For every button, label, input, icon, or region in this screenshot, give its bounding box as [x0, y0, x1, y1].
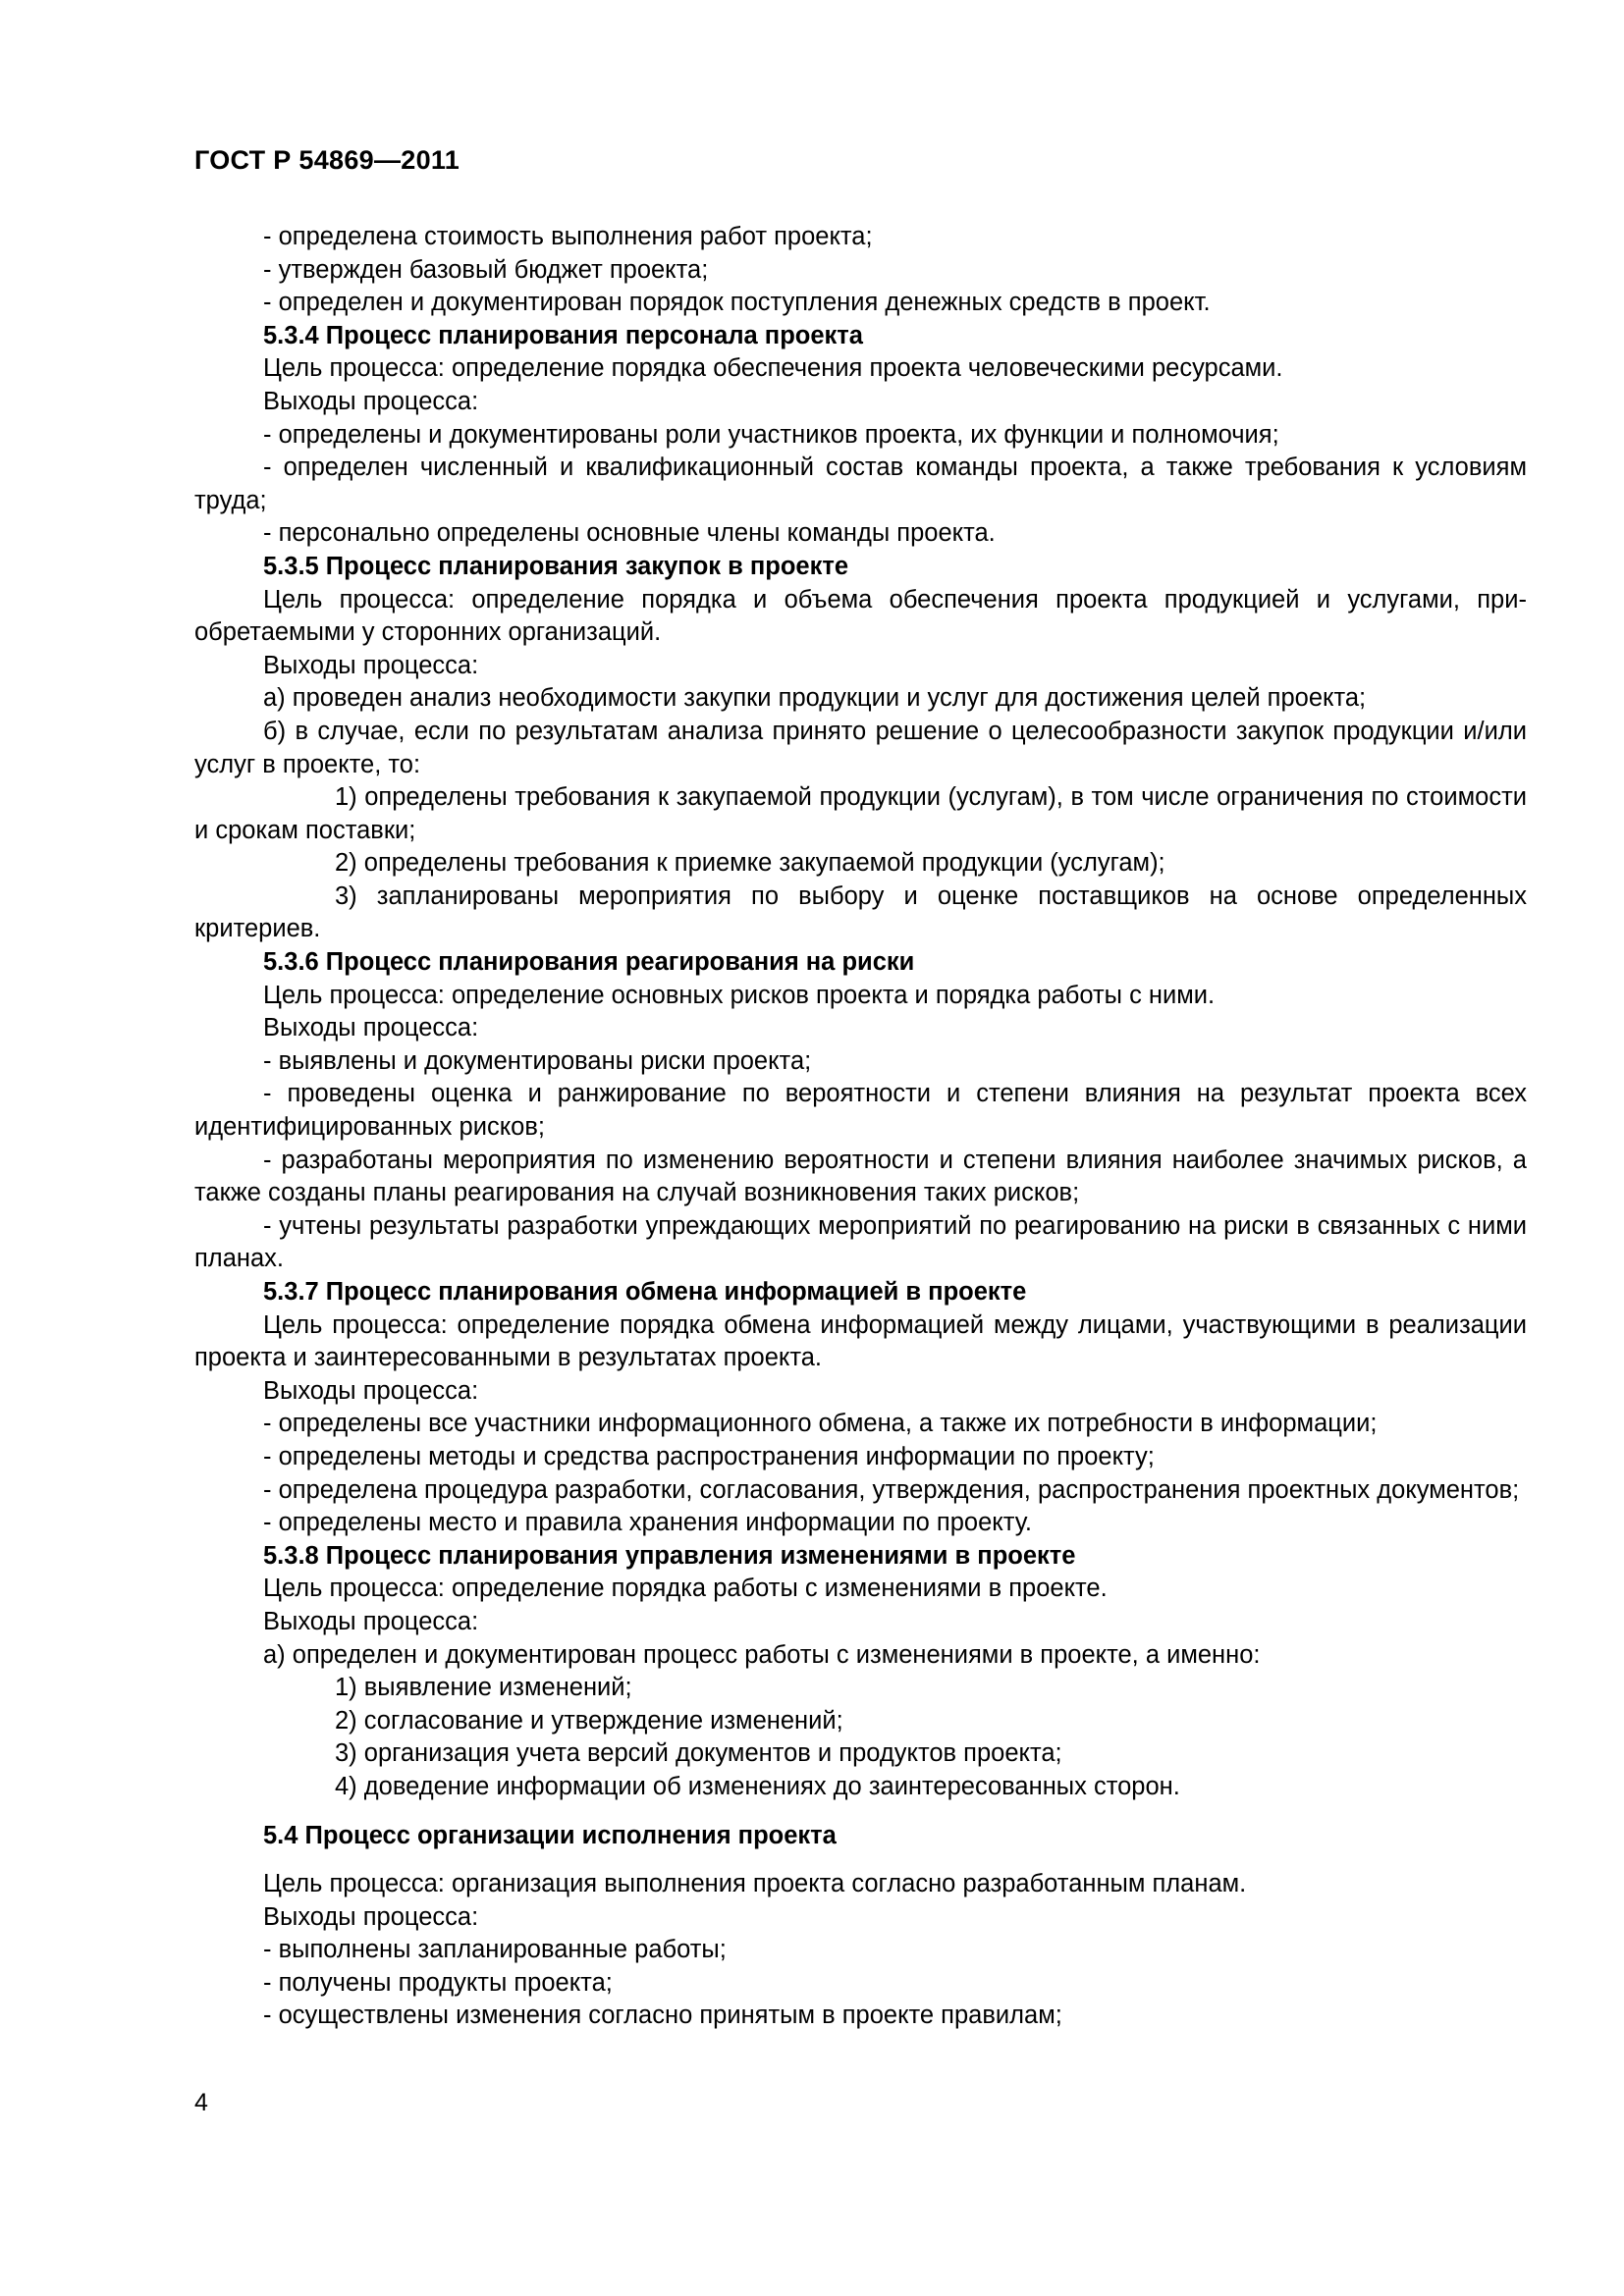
- paragraph: - определена процедура разработки, согласования, утверждения, распространения проектных документов;: [263, 1475, 1520, 1504]
- paragraph: Выходы процесса:: [263, 1607, 479, 1635]
- paragraph: - персонально определены основные члены команды проекта.: [263, 519, 996, 548]
- section-heading: 5.3.8 Процесс планирования управления изменениями в проекте: [263, 1541, 1076, 1570]
- paragraph: - определен численный и квалификационный состав команды проекта, а также требования к условиям труда;: [194, 454, 1527, 514]
- sub-item: 3) запланированы мероприятия по выбору и оценке поставщиков на основе определенных критериев.: [194, 881, 1527, 943]
- paragraph: Выходы процесса:: [263, 1014, 479, 1042]
- paragraph: - учтены результаты разработки упреждающих мероприятий по реагированию на риски в связанных с ними планах.: [194, 1211, 1527, 1273]
- paragraph: - определены место и правила хранения информации по проекту.: [263, 1509, 1032, 1537]
- section-heading: 5.3.4 Процесс планирования персонала проекта: [263, 321, 863, 349]
- paragraph: - определены и документированы роли участников проекта, их функции и полномочия;: [263, 420, 1279, 449]
- page-number: 4: [194, 2089, 208, 2116]
- paragraph: - осуществлены изменения согласно принятым в проекте правилам;: [263, 2002, 1062, 2030]
- paragraph: Цель процесса: определение порядка работы с изменениями в проекте.: [263, 1575, 1108, 1603]
- paragraph: Выходы процесса:: [263, 387, 479, 415]
- section-heading: 5.3.6 Процесс планирования реагирования на риски: [263, 948, 915, 977]
- sub-item: 1) определены требования к закупаемой продукции (услугам), в том числе ограничения по стоимости и срокам поставки;: [194, 783, 1527, 844]
- paragraph: - выявлены и документированы риски проекта;: [263, 1046, 812, 1075]
- paragraph: Выходы процесса:: [263, 651, 479, 679]
- section-heading: 5.4 Процесс организации исполнения проекта: [263, 1821, 837, 1849]
- section-heading: 5.3.5 Процесс планирования закупок в проекте: [263, 552, 849, 580]
- sub-item: 2) согласование и утверждение изменений;: [335, 1706, 843, 1735]
- paragraph: а) определен и документирован процесс работы с изменениями в проекте, а именно:: [263, 1640, 1261, 1669]
- paragraph: - проведены оценка и ранжирование по вероятности и степени влияния на результат проекта всех идентифицированных рисков;: [194, 1080, 1527, 1142]
- section-heading: 5.3.7 Процесс планирования обмена информацией в проекте: [263, 1278, 1027, 1306]
- paragraph: Цель процесса: определение порядка обмена информацией между лицами, участвующими в реализации проекта и заинтересованными в результатах проекта.: [194, 1310, 1527, 1372]
- paragraph: Выходы процесса:: [263, 1902, 479, 1931]
- paragraph: Цель процесса: определение порядка и объема обеспечения проекта продукцией и услугами, приобретаемыми у сторонних организаций.: [194, 585, 1527, 647]
- paragraph: - определены методы и средства распространения информации по проекту;: [263, 1442, 1155, 1470]
- sub-item: 2) определены требования к приемке закупаемой продукции (услугам);: [335, 849, 1165, 878]
- paragraph: Выходы процесса:: [263, 1376, 479, 1405]
- sub-item: 3) организация учета версий документов и продуктов проекта;: [335, 1739, 1062, 1768]
- paragraph: - разработаны мероприятия по изменению вероятности и степени влияния наиболее значимых рисков, а также созданы планы реагирования на случай возникновения таких рисков;: [194, 1146, 1527, 1207]
- paragraph: а) проведен анализ необходимости закупки продукции и услуг для достижения целей проекта;: [263, 684, 1367, 713]
- sub-item: 4) доведение информации об изменениях до заинтересованных сторон.: [335, 1772, 1180, 1800]
- paragraph: Цель процесса: определение основных рисков проекта и порядка работы с ними.: [263, 981, 1216, 1009]
- paragraph: Цель процесса: организация выполнения проекта согласно разработанным планам.: [263, 1870, 1247, 1898]
- paragraph: - получены продукты проекта;: [263, 1968, 613, 1997]
- paragraph: - определен и документирован порядок поступления денежных средств в проект.: [263, 289, 1211, 317]
- document-header: ГОСТ Р 54869—2011: [194, 145, 460, 175]
- paragraph: - утвержден базовый бюджет проекта;: [263, 255, 709, 284]
- paragraph: - выполнены запланированные работы;: [263, 1936, 727, 1964]
- paragraph: б) в случае, если по результатам анализа принято решение о целесообразности закупок продукции и/или услуг в проекте, то:: [194, 717, 1527, 778]
- paragraph: Цель процесса: определение порядка обеспечения проекта человеческими ресурсами.: [263, 354, 1283, 383]
- paragraph: - определена стоимость выполнения работ проекта;: [263, 223, 873, 250]
- paragraph: - определены все участники информационного обмена, а также их потребности в информации;: [263, 1410, 1378, 1438]
- document-body: [194, 221, 1527, 2033]
- sub-item: 1) выявление изменений;: [335, 1674, 632, 1702]
